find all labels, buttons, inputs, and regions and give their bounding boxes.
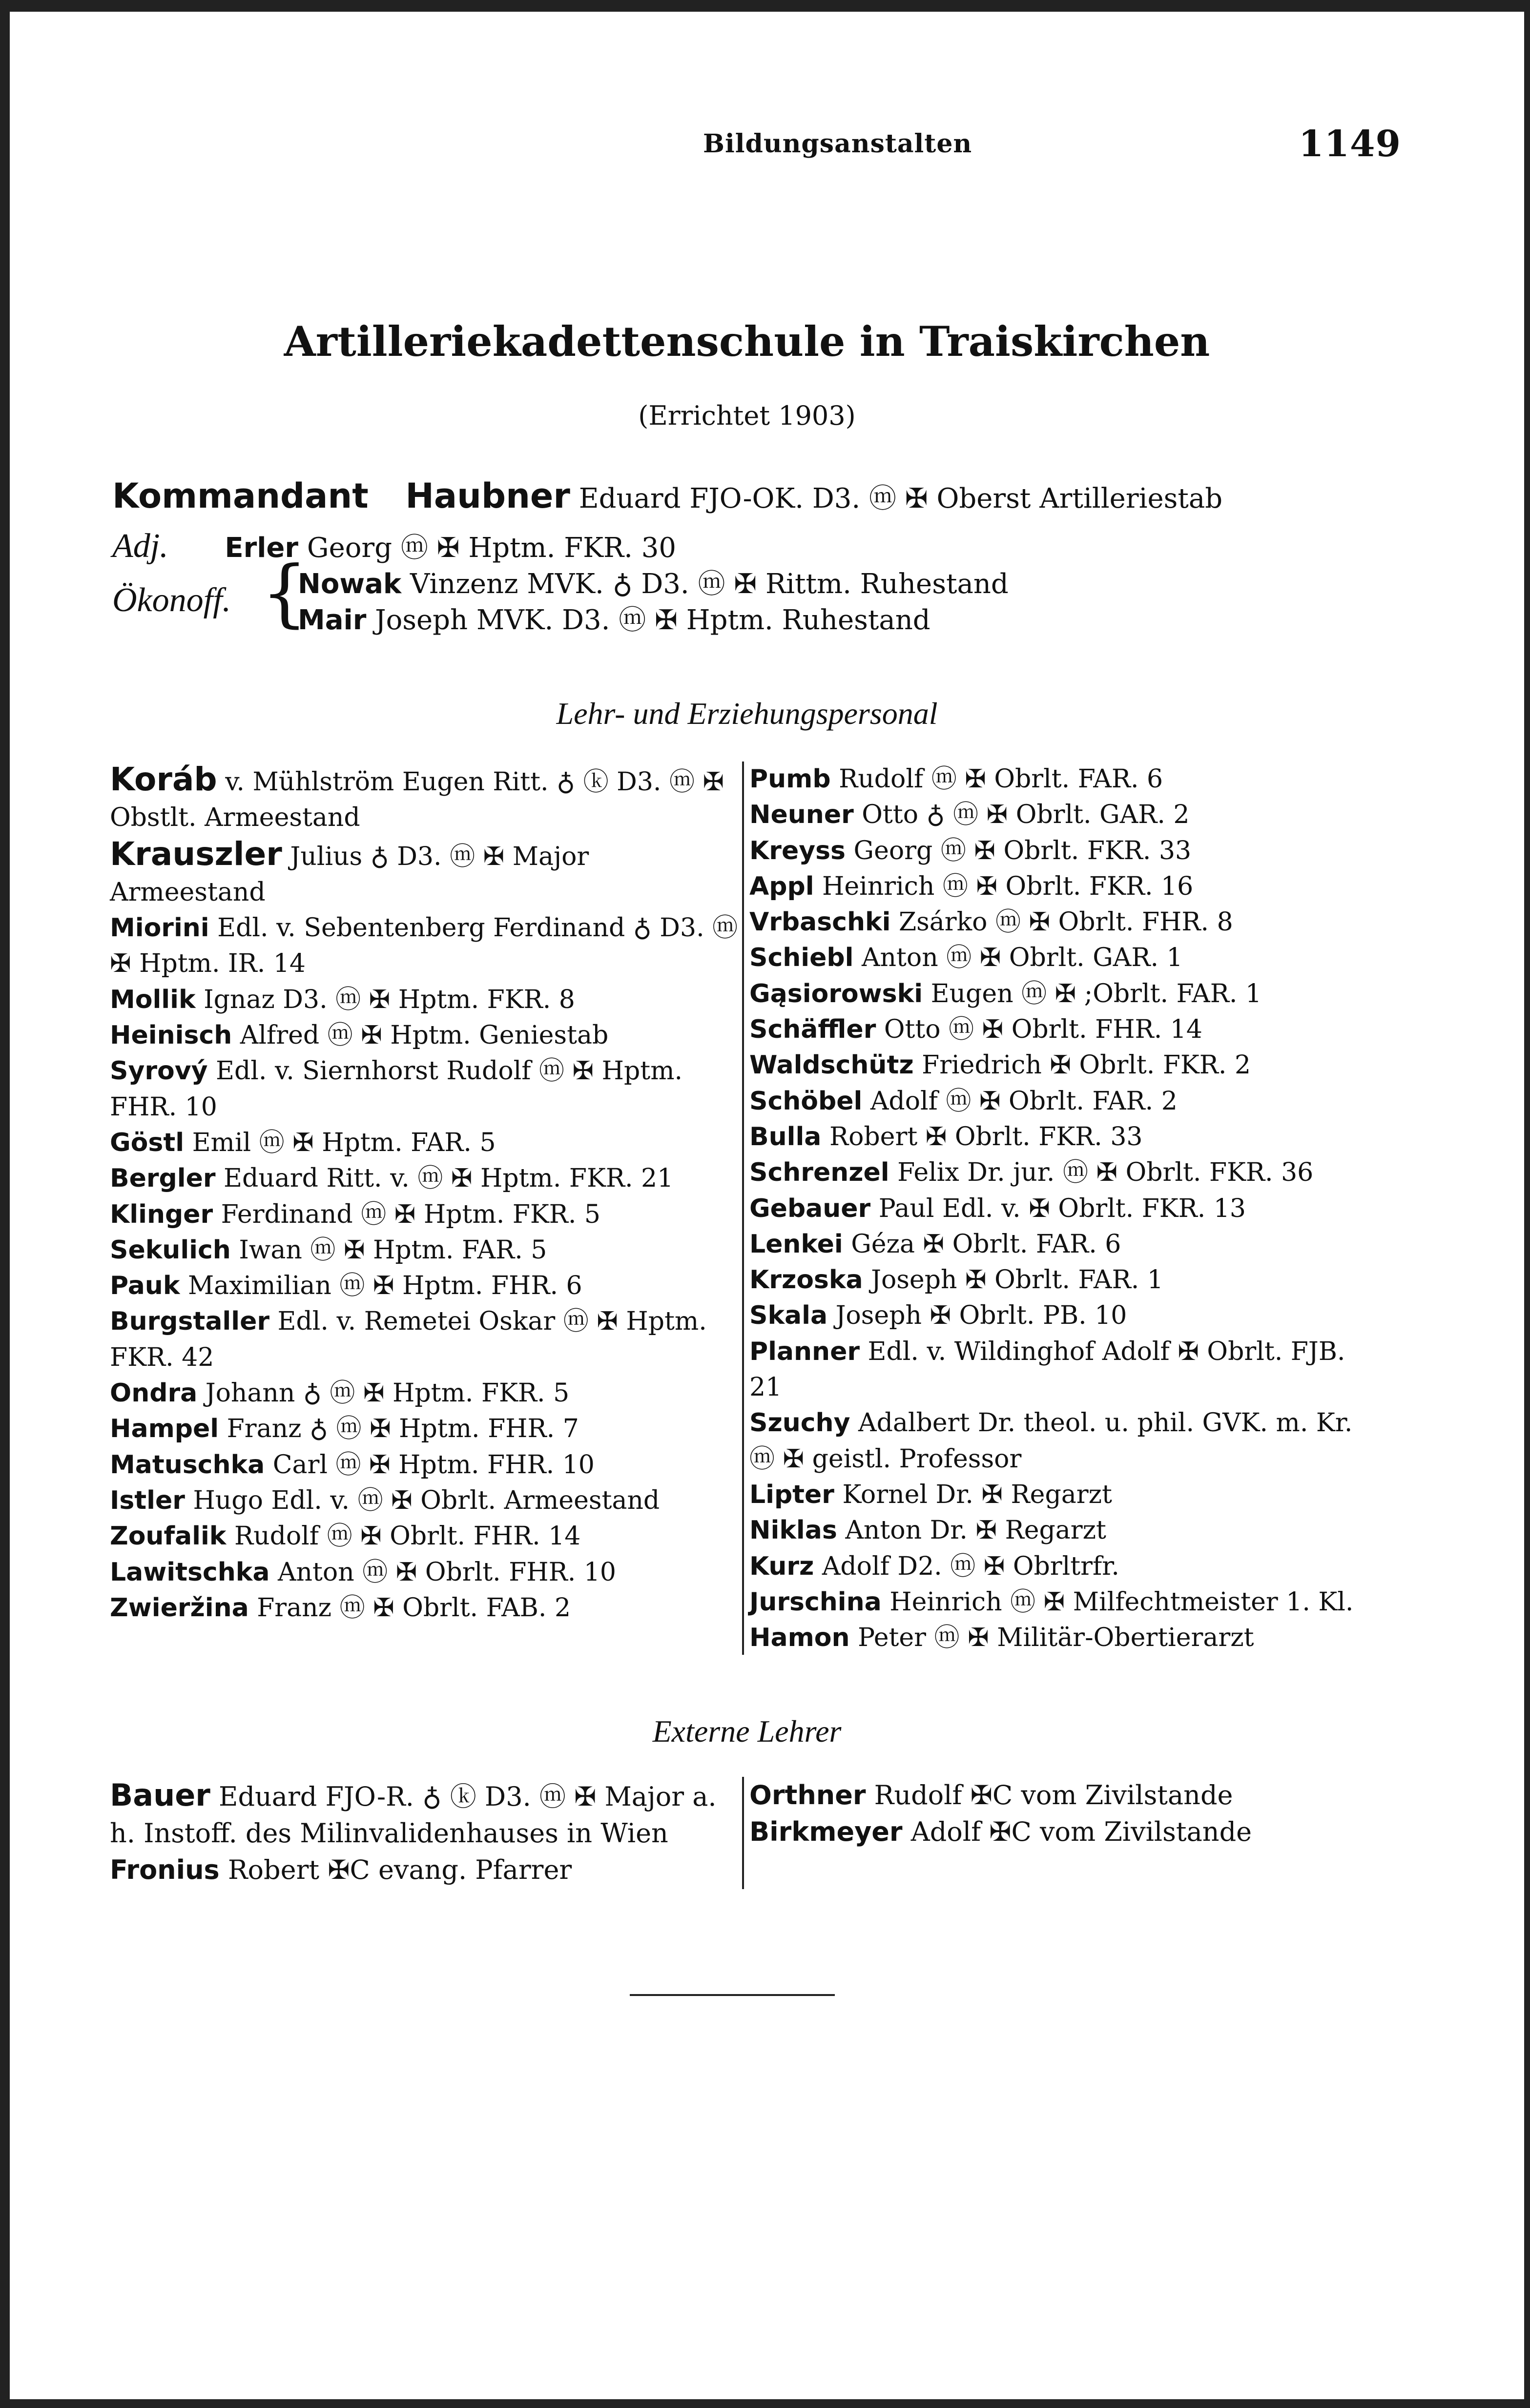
column-divider <box>742 762 744 1655</box>
oekonoff-line-2 <box>298 598 930 638</box>
oekonoff-1-name: Nowak <box>298 568 402 600</box>
list-item: Appl Heinrich ⓜ ✠ Obrlt. FKR. 16 <box>749 871 1194 901</box>
list-item: Birkmeyer Adolf ✠C vom Zivilstande <box>749 1816 1252 1847</box>
list-item: Zwieržina Franz ⓜ ✠ Obrlt. FAB. 2 <box>110 1593 571 1623</box>
page-number: 1149 <box>1299 123 1401 165</box>
list-item: Kurz Adolf D2. ⓜ ✠ Obrltrfr. <box>749 1551 1119 1581</box>
list-item: Pauk Maximilian ⓜ ✠ Hptm. FHR. 6 <box>110 1271 582 1301</box>
external-left-column <box>110 1777 740 1888</box>
staff-right-column <box>749 762 1379 1656</box>
page-subtitle: (Errichtet 1903) <box>638 400 856 431</box>
list-item: Orthner Rudolf ✠C vom Zivilstande <box>749 1780 1233 1811</box>
list-item: Fronius Robert ✠C evang. Pfarrer <box>110 1854 572 1885</box>
page-title: Artilleriekadettenschule in Traiskirchen <box>284 317 1210 366</box>
list-item: Schiebl Anton ⓜ ✠ Obrlt. GAR. 1 <box>749 943 1183 973</box>
external-right-column <box>749 1777 1379 1850</box>
adj-name: Erler <box>225 532 299 564</box>
section-heading-external: Externe Lehrer <box>652 1714 842 1749</box>
kommandant-name: Haubner <box>405 476 570 516</box>
list-item: Bergler Eduard Ritt. v. ⓜ ✠ Hptm. FKR. 21 <box>110 1164 674 1194</box>
list-item: Schrenzel Felix Dr. jur. ⓜ ✠ Obrlt. FKR. 36 <box>749 1158 1314 1188</box>
list-item: Heinisch Alfred ⓜ ✠ Hptm. Geniestab <box>110 1021 609 1050</box>
list-item: Krauszler Julius ♁ D3. ⓜ ✠ Major Armeestand <box>110 835 589 907</box>
kommandant-details: Eduard FJO-OK. D3. ⓜ ✠ Oberst Artilleriestab <box>579 483 1223 515</box>
list-item: Jurschina Heinrich ⓜ ✠ Milfechtmeister 1. Kl. <box>749 1587 1354 1617</box>
adj-label: Adj. <box>112 527 168 565</box>
brace: { <box>261 551 308 636</box>
list-item: Pumb Rudolf ⓜ ✠ Obrlt. FAR. 6 <box>749 764 1163 794</box>
oekonoff-2-details: Joseph MVK. D3. ⓜ ✠ Hptm. Ruhestand <box>375 604 930 636</box>
running-header: Bildungsanstalten <box>703 129 972 159</box>
section-end-rule <box>630 1994 835 1996</box>
list-item: Planner Edl. v. Wildinghof Adolf ✠ Obrlt. FJB. 21 <box>749 1337 1345 1402</box>
list-item: Schöbel Adolf ⓜ ✠ Obrlt. FAR. 2 <box>749 1086 1178 1116</box>
oekonoff-line-1 <box>298 562 1009 601</box>
list-item: Matuschka Carl ⓜ ✠ Hptm. FHR. 10 <box>110 1450 595 1480</box>
list-item: Ondra Johann ♁ ⓜ ✠ Hptm. FKR. 5 <box>110 1379 570 1408</box>
adj-details: Georg ⓜ ✠ Hptm. FKR. 30 <box>307 532 676 564</box>
section-heading-staff: Lehr- und Erziehungspersonal <box>556 696 938 731</box>
oekonoff-label: Ökonoff. <box>112 581 231 619</box>
kommandant-label: Kommandant <box>112 476 369 516</box>
list-item: Vrbaschki Zsárko ⓜ ✠ Obrlt. FHR. 8 <box>749 907 1233 937</box>
list-item: Waldschütz Friedrich ✠ Obrlt. FKR. 2 <box>749 1050 1251 1080</box>
list-item: Lawitschka Anton ⓜ ✠ Obrlt. FHR. 10 <box>110 1557 617 1587</box>
list-item: Szuchy Adalbert Dr. theol. u. phil. GVK. m. Kr. ⓜ ✠ geistl. Professor <box>749 1408 1353 1474</box>
adj-line <box>112 526 676 566</box>
list-item: Mollik Ignaz D3. ⓜ ✠ Hptm. FKR. 8 <box>110 985 575 1014</box>
list-item: Göstl Emil ⓜ ✠ Hptm. FAR. 5 <box>110 1128 496 1157</box>
list-item: Syrový Edl. v. Siernhorst Rudolf ⓜ ✠ Hptm. FHR. 10 <box>110 1056 683 1122</box>
list-item: Lenkei Géza ✠ Obrlt. FAR. 6 <box>749 1229 1121 1259</box>
column-divider-external <box>742 1777 744 1889</box>
list-item: Istler Hugo Edl. v. ⓜ ✠ Obrlt. Armeestand <box>110 1485 660 1515</box>
list-item: Klinger Ferdinand ⓜ ✠ Hptm. FKR. 5 <box>110 1199 600 1229</box>
list-item: Neuner Otto ♁ ⓜ ✠ Obrlt. GAR. 2 <box>749 800 1190 830</box>
list-item: Zoufalik Rudolf ⓜ ✠ Obrlt. FHR. 14 <box>110 1522 581 1551</box>
list-item: Schäffler Otto ⓜ ✠ Obrlt. FHR. 14 <box>749 1015 1202 1045</box>
list-item: Lipter Kornel Dr. ✠ Regarzt <box>749 1480 1112 1509</box>
list-item: Bauer Eduard FJO-R. ♁ ⓚ D3. ⓜ ✠ Major a. h. Instoff. des Milinvalidenhauses in Wien <box>110 1777 717 1849</box>
kommandant-line <box>112 476 1222 516</box>
list-item: Miorini Edl. v. Sebentenberg Ferdinand ♁ D3. ⓜ ✠ Hptm. IR. 14 <box>110 913 738 979</box>
list-item: Hampel Franz ♁ ⓜ ✠ Hptm. FHR. 7 <box>110 1414 579 1444</box>
list-item: Gąsiorowski Eugen ⓜ ✠ ;Obrlt. FAR. 1 <box>749 979 1262 1008</box>
oekonoff-2-name: Mair <box>298 604 367 636</box>
list-item: Skala Joseph ✠ Obrlt. PB. 10 <box>749 1301 1127 1331</box>
list-item: Niklas Anton Dr. ✠ Regarzt <box>749 1516 1106 1545</box>
staff-left-column <box>110 762 740 1626</box>
list-item: Sekulich Iwan ⓜ ✠ Hptm. FAR. 5 <box>110 1235 547 1265</box>
list-item: Gebauer Paul Edl. v. ✠ Obrlt. FKR. 13 <box>749 1194 1246 1223</box>
list-item: Hamon Peter ⓜ ✠ Militär-Obertierarzt <box>749 1623 1254 1653</box>
list-item: Kreyss Georg ⓜ ✠ Obrlt. FKR. 33 <box>749 836 1192 865</box>
list-item: Krzoska Joseph ✠ Obrlt. FAR. 1 <box>749 1265 1163 1295</box>
list-item: Burgstaller Edl. v. Remetei Oskar ⓜ ✠ Hptm. FKR. 42 <box>110 1307 707 1372</box>
oekonoff-1-details: Vinzenz MVK. ♁ D3. ⓜ ✠ Rittm. Ruhestand <box>410 568 1009 600</box>
list-item: Koráb v. Mühlström Eugen Ritt. ♁ ⓚ D3. ⓜ ✠ Obstlt. Armeestand <box>110 761 724 833</box>
list-item: Bulla Robert ✠ Obrlt. FKR. 33 <box>749 1122 1143 1152</box>
